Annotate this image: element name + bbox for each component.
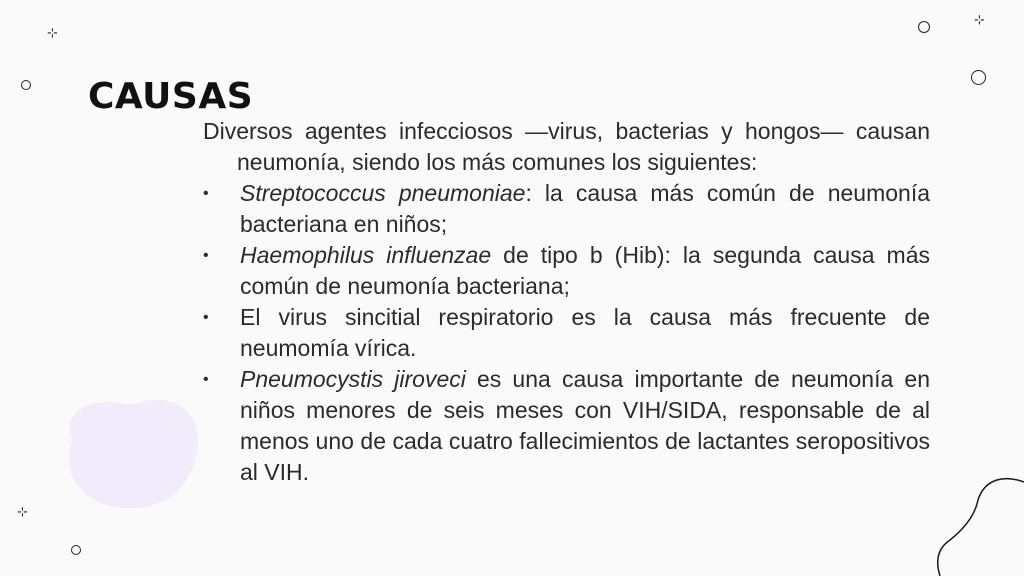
blob-shape (69, 400, 198, 508)
circle-icon (71, 545, 81, 555)
sparkle-icon: ⊹ (17, 505, 28, 520)
intro-paragraph: Diversos agentes infecciosos —virus, bacterias y hongos— causan neumonía, siendo los más comunes los siguientes: (203, 118, 930, 175)
list-item (203, 240, 930, 302)
curve-line-decoration (938, 479, 1024, 576)
slide-body (203, 116, 930, 488)
slide-title: CAUSAS (88, 76, 254, 117)
list-item (203, 364, 930, 488)
causes-list (203, 178, 930, 488)
list-item (203, 302, 930, 364)
pathogen-name: Haemophilus influenzae (240, 242, 492, 268)
list-item-text: es una causa importante de neumonía en niños menores de seis meses con VIH/SIDA, responsable de al menos uno de cada cuatro fallecimientos de lactantes seropositivos al VIH. (240, 366, 930, 485)
sparkle-icon: ⊹ (47, 26, 58, 41)
sparkle-icon: ⊹ (974, 13, 985, 28)
pathogen-name: Pneumocystis jiroveci (240, 366, 466, 392)
pathogen-name: Streptococcus pneumoniae (240, 180, 526, 206)
circle-icon (918, 21, 930, 33)
list-item-text: El virus sincitial respiratorio es la causa más frecuente de neumomía vírica. (240, 304, 930, 361)
list-item-text: de tipo b (Hib): la segunda causa más común de neumonía bacteriana; (240, 242, 930, 299)
list-item-text: : la causa más común de neumonía bacteriana en niños; (240, 180, 931, 237)
circle-icon (21, 80, 31, 90)
circle-icon (971, 70, 986, 85)
list-item (203, 178, 930, 240)
